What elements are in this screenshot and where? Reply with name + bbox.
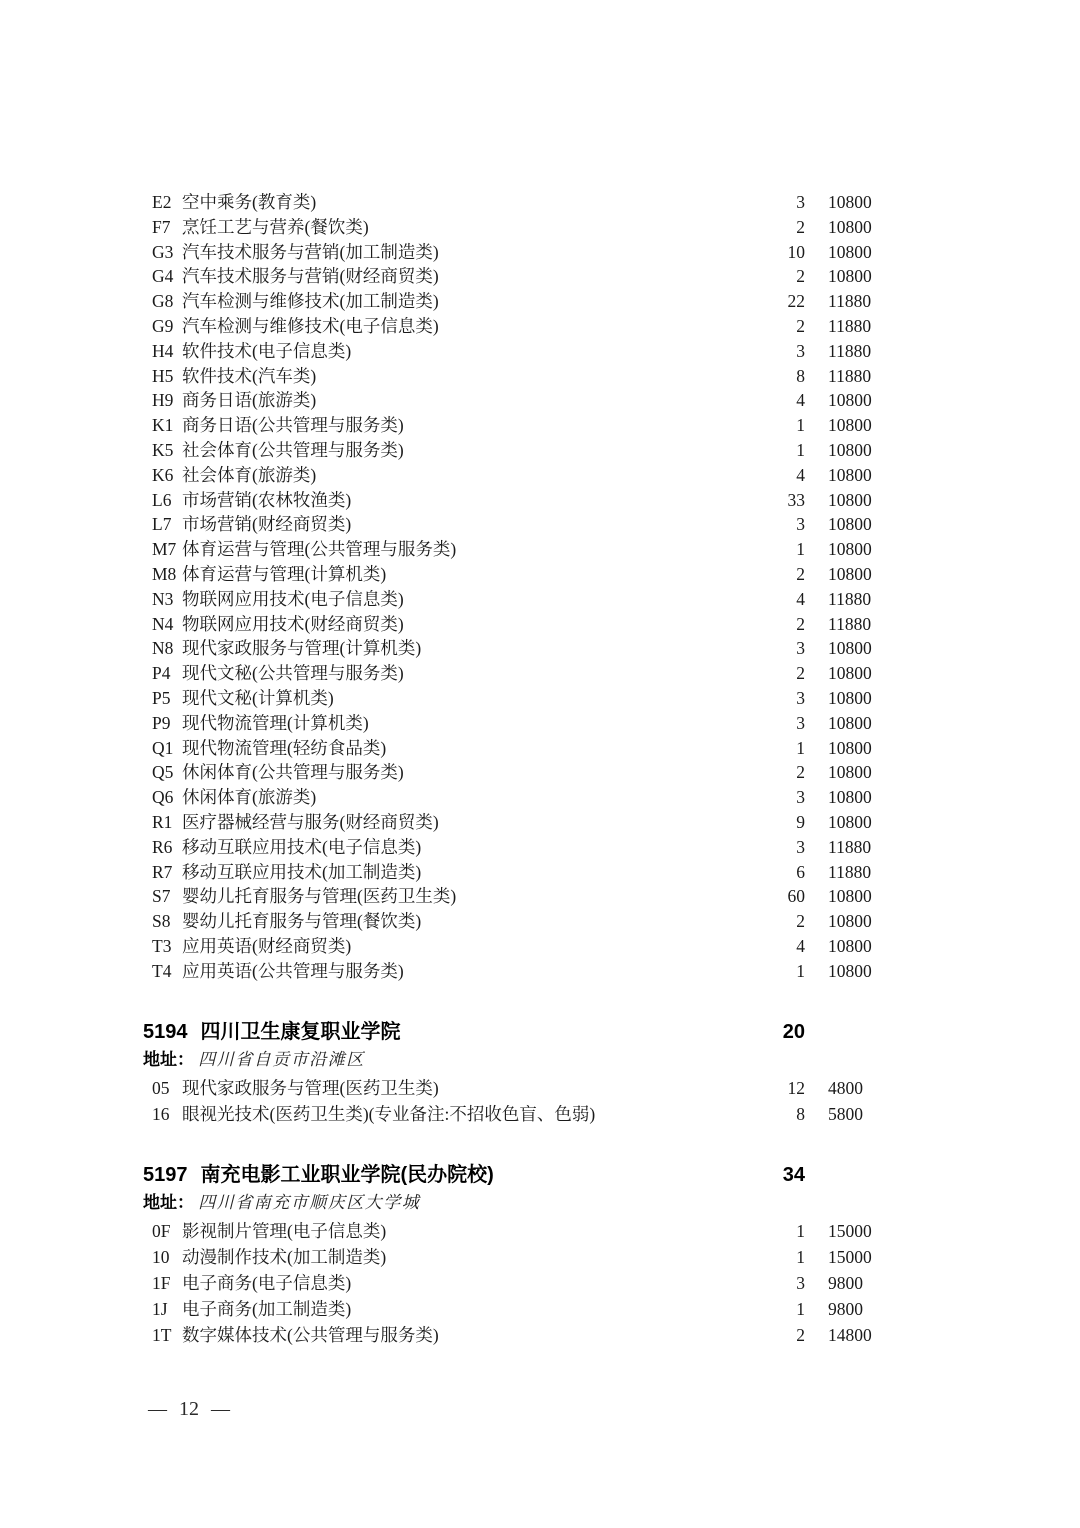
program-plan-count: 1	[796, 439, 805, 460]
program-plan-count: 2	[796, 315, 805, 336]
program-plan-count: 3	[796, 787, 805, 808]
program-plan-count: 4	[796, 390, 805, 411]
program-tuition-fee: 15000	[828, 1246, 872, 1267]
program-plan-count: 1	[796, 1220, 805, 1241]
program-plan-count: 1	[796, 1246, 805, 1267]
program-plan-count: 4	[796, 935, 805, 956]
program-code: Q6	[152, 787, 174, 808]
program-row	[143, 388, 880, 413]
program-plan-count: 8	[796, 365, 805, 386]
program-tuition-fee: 11880	[828, 588, 872, 609]
program-tuition-fee: 11880	[828, 365, 872, 386]
footer-dash-right: —	[211, 1399, 230, 1420]
program-name: 移动互联应用技术(电子信息类)	[182, 836, 422, 857]
program-table	[143, 1218, 880, 1348]
program-row	[143, 314, 880, 339]
institution-code: 5194	[143, 1020, 188, 1043]
program-row	[143, 785, 880, 810]
program-row	[143, 339, 880, 364]
program-row	[143, 1296, 880, 1322]
institution-section-5197	[143, 1160, 880, 1348]
program-name: 空中乘务(教育类)	[182, 192, 317, 212]
program-code: P9	[152, 712, 171, 733]
program-row	[143, 835, 880, 860]
program-tuition-fee: 11880	[828, 613, 872, 634]
program-row	[143, 587, 880, 612]
program-row	[143, 760, 880, 785]
program-row	[143, 413, 880, 438]
program-name: 现代物流管理(计算机类)	[182, 712, 369, 733]
institution-name: 四川卫生康复职业学院	[200, 1020, 401, 1043]
address-label: 地址：	[143, 1192, 194, 1212]
program-plan-count: 10	[787, 241, 805, 262]
program-tuition-fee: 10800	[828, 439, 872, 460]
program-name: 婴幼儿托育服务与管理(医药卫生类)	[182, 886, 457, 907]
program-plan-count: 1	[796, 1298, 805, 1319]
program-code: 10	[152, 1246, 170, 1267]
program-tuition-fee: 10800	[828, 514, 872, 535]
institution-total-count: 34	[782, 1163, 805, 1186]
program-row	[143, 1244, 880, 1270]
program-plan-count: 3	[796, 638, 805, 659]
program-name: 现代文秘(公共管理与服务类)	[182, 663, 404, 684]
program-plan-count: 4	[796, 588, 805, 609]
program-row	[143, 860, 880, 885]
program-tuition-fee: 10800	[828, 266, 872, 287]
program-code: N3	[152, 588, 174, 609]
program-code: 1T	[152, 1324, 172, 1345]
program-row	[143, 537, 880, 562]
program-row	[143, 736, 880, 761]
program-row	[143, 810, 880, 835]
program-tuition-fee: 10800	[828, 911, 872, 932]
program-name: 市场营销(农林牧渔类)	[182, 489, 352, 510]
page-content	[143, 190, 880, 1348]
program-name: 烹饪工艺与营养(餐饮类)	[182, 216, 369, 237]
program-name: 汽车技术服务与营销(加工制造类)	[182, 241, 439, 262]
page-number: 12	[179, 1398, 199, 1420]
program-tuition-fee: 10800	[828, 787, 872, 808]
program-plan-count: 1	[796, 415, 805, 436]
program-tuition-fee: 10800	[828, 241, 872, 262]
program-code: L7	[152, 514, 172, 535]
program-code: M8	[152, 563, 177, 584]
page-footer	[148, 1396, 230, 1423]
program-plan-count: 3	[796, 514, 805, 535]
program-tuition-fee: 11880	[828, 861, 872, 882]
program-code: G3	[152, 241, 174, 262]
program-plan-count: 6	[796, 861, 805, 882]
program-name: 商务日语(旅游类)	[182, 390, 317, 411]
program-code: H5	[152, 365, 174, 386]
program-plan-count: 60	[787, 886, 805, 907]
address-value: 四川省南充市顺庆区大学城	[198, 1192, 421, 1212]
program-name: 影视制片管理(电子信息类)	[182, 1220, 387, 1241]
program-name: 休闲体育(旅游类)	[182, 787, 317, 808]
program-code: H4	[152, 340, 174, 361]
program-tuition-fee: 10800	[828, 663, 872, 684]
program-plan-count: 2	[796, 762, 805, 783]
program-plan-count: 8	[796, 1103, 805, 1124]
program-name: 物联网应用技术(财经商贸类)	[182, 613, 404, 634]
program-name: 数字媒体技术(公共管理与服务类)	[182, 1324, 439, 1345]
program-row	[143, 686, 880, 711]
program-tuition-fee: 15000	[828, 1220, 872, 1241]
footer-dash-left: —	[148, 1399, 167, 1420]
program-table	[143, 1075, 880, 1127]
program-row	[143, 909, 880, 934]
program-plan-count: 3	[796, 687, 805, 708]
program-code: 0F	[152, 1220, 171, 1241]
program-tuition-fee: 10800	[828, 390, 872, 411]
program-plan-count: 3	[796, 340, 805, 361]
program-row	[143, 1075, 880, 1101]
program-tuition-fee: 4800	[828, 1077, 863, 1098]
program-name: 物联网应用技术(电子信息类)	[182, 588, 404, 609]
program-tuition-fee: 10800	[828, 489, 872, 510]
program-row	[143, 512, 880, 537]
program-row	[143, 190, 880, 215]
program-tuition-fee: 9800	[828, 1298, 863, 1319]
program-plan-count: 2	[796, 663, 805, 684]
program-name: 体育运营与管理(计算机类)	[182, 563, 387, 584]
program-tuition-fee: 10800	[828, 935, 872, 956]
program-row	[143, 1101, 880, 1127]
program-name: 汽车技术服务与营销(财经商贸类)	[182, 266, 439, 287]
program-tuition-fee: 10800	[828, 192, 872, 212]
institution-section-5194	[143, 1017, 880, 1127]
program-row	[143, 438, 880, 463]
program-tuition-fee: 10800	[828, 886, 872, 907]
program-name: 电子商务(加工制造类)	[182, 1298, 352, 1319]
institution-header	[143, 1160, 880, 1190]
institution-header	[143, 1017, 880, 1047]
program-name: 现代家政服务与管理(医药卫生类)	[182, 1077, 439, 1098]
program-tuition-fee: 11880	[828, 315, 872, 336]
program-plan-count: 2	[796, 216, 805, 237]
program-code: Q1	[152, 737, 174, 758]
program-row	[143, 562, 880, 587]
program-row	[143, 364, 880, 389]
program-name: 电子商务(电子信息类)	[182, 1272, 352, 1293]
program-name: 应用英语(财经商贸类)	[182, 935, 352, 956]
program-tuition-fee: 10800	[828, 762, 872, 783]
program-code: S7	[152, 886, 171, 907]
program-tuition-fee: 11880	[828, 291, 872, 312]
program-plan-count: 2	[796, 563, 805, 584]
program-tuition-fee: 10800	[828, 563, 872, 584]
program-tuition-fee: 5800	[828, 1103, 863, 1124]
program-row	[143, 959, 880, 984]
program-name: 社会体育(公共管理与服务类)	[182, 439, 404, 460]
program-name: 体育运营与管理(公共管理与服务类)	[182, 539, 457, 560]
program-name: 婴幼儿托育服务与管理(餐饮类)	[182, 911, 422, 932]
program-code: F7	[152, 216, 171, 237]
program-row	[143, 488, 880, 513]
program-row	[143, 1218, 880, 1244]
program-plan-count: 2	[796, 266, 805, 287]
program-tuition-fee: 10800	[828, 415, 872, 436]
program-code: S8	[152, 911, 171, 932]
program-code: R1	[152, 811, 173, 832]
address-label: 地址：	[143, 1049, 194, 1069]
program-row	[143, 289, 880, 314]
program-name: 现代物流管理(轻纺食品类)	[182, 737, 387, 758]
program-tuition-fee: 11880	[828, 836, 872, 857]
program-code: 16	[152, 1103, 170, 1124]
program-tuition-fee: 10800	[828, 539, 872, 560]
program-code: T3	[152, 935, 172, 956]
program-name: 现代家政服务与管理(计算机类)	[182, 638, 422, 659]
program-row	[143, 636, 880, 661]
program-code: Q5	[152, 762, 174, 783]
program-plan-count: 2	[796, 1324, 805, 1345]
program-plan-count: 3	[796, 1272, 805, 1293]
program-code: N4	[152, 613, 174, 634]
program-name: 汽车检测与维修技术(加工制造类)	[182, 291, 439, 312]
program-tuition-fee: 10800	[828, 960, 872, 981]
program-tuition-fee: 10800	[828, 687, 872, 708]
program-code: 1F	[152, 1272, 171, 1293]
program-row	[143, 711, 880, 736]
program-plan-count: 4	[796, 464, 805, 485]
program-code: G8	[152, 291, 174, 312]
program-plan-count: 1	[796, 960, 805, 981]
program-tuition-fee: 14800	[828, 1324, 872, 1345]
program-row	[143, 612, 880, 637]
program-tuition-fee: 11880	[828, 340, 872, 361]
program-row	[143, 215, 880, 240]
program-code: E2	[152, 192, 172, 212]
program-row	[143, 1270, 880, 1296]
program-name: 移动互联应用技术(加工制造类)	[182, 861, 422, 882]
program-plan-count: 1	[796, 737, 805, 758]
program-code: P5	[152, 687, 171, 708]
program-row	[143, 264, 880, 289]
program-tuition-fee: 10800	[828, 737, 872, 758]
program-tuition-fee: 10800	[828, 811, 872, 832]
program-code: K6	[152, 464, 174, 485]
program-name: 休闲体育(公共管理与服务类)	[182, 762, 404, 783]
program-row	[143, 240, 880, 265]
program-name: 商务日语(公共管理与服务类)	[182, 415, 404, 436]
program-code: K1	[152, 415, 174, 436]
program-tuition-fee: 10800	[828, 464, 872, 485]
institution-name: 南充电影工业职业学院(民办院校)	[200, 1163, 494, 1186]
program-code: M7	[152, 539, 177, 560]
program-code: H9	[152, 390, 174, 411]
program-name: 软件技术(电子信息类)	[182, 340, 352, 361]
program-plan-count: 3	[796, 836, 805, 857]
program-plan-count: 2	[796, 613, 805, 634]
program-plan-count: 12	[787, 1077, 805, 1098]
institution-total-count: 20	[782, 1020, 805, 1043]
program-plan-count: 3	[796, 192, 805, 212]
program-name: 汽车检测与维修技术(电子信息类)	[182, 315, 439, 336]
program-row	[143, 463, 880, 488]
program-name: 医疗器械经营与服务(财经商贸类)	[182, 811, 439, 832]
program-name: 软件技术(汽车类)	[182, 365, 317, 386]
program-plan-count: 1	[796, 539, 805, 560]
program-code: 1J	[152, 1298, 168, 1319]
program-code: R7	[152, 861, 173, 882]
program-row	[143, 934, 880, 959]
program-code: L6	[152, 489, 172, 510]
program-name: 眼视光技术(医药卫生类)(专业备注:不招收色盲、色弱)	[182, 1103, 596, 1124]
program-plan-count: 22	[787, 291, 805, 312]
program-code: N8	[152, 638, 174, 659]
program-name: 动漫制作技术(加工制造类)	[182, 1246, 387, 1267]
program-name: 应用英语(公共管理与服务类)	[182, 960, 404, 981]
program-code: G9	[152, 315, 174, 336]
program-code: R6	[152, 836, 173, 857]
program-code: T4	[152, 960, 172, 981]
institution-code: 5197	[143, 1163, 188, 1186]
program-plan-count: 3	[796, 712, 805, 733]
program-plan-count: 9	[796, 811, 805, 832]
program-tuition-fee: 10800	[828, 638, 872, 659]
program-row	[143, 1322, 880, 1348]
institution-address-line	[143, 1048, 880, 1072]
program-row	[143, 661, 880, 686]
program-plan-count: 33	[787, 489, 805, 510]
program-table-continued	[143, 190, 880, 984]
program-name: 社会体育(旅游类)	[182, 464, 317, 485]
program-code: 05	[152, 1077, 170, 1098]
address-value: 四川省自贡市沿滩区	[198, 1049, 365, 1069]
program-code: K5	[152, 439, 174, 460]
program-code: G4	[152, 266, 174, 287]
program-name: 市场营销(财经商贸类)	[182, 514, 352, 535]
institution-address-line	[143, 1191, 880, 1215]
program-tuition-fee: 10800	[828, 216, 872, 237]
program-code: P4	[152, 663, 171, 684]
program-tuition-fee: 9800	[828, 1272, 863, 1293]
program-plan-count: 2	[796, 911, 805, 932]
program-name: 现代文秘(计算机类)	[182, 687, 334, 708]
program-row	[143, 884, 880, 909]
program-tuition-fee: 10800	[828, 712, 872, 733]
